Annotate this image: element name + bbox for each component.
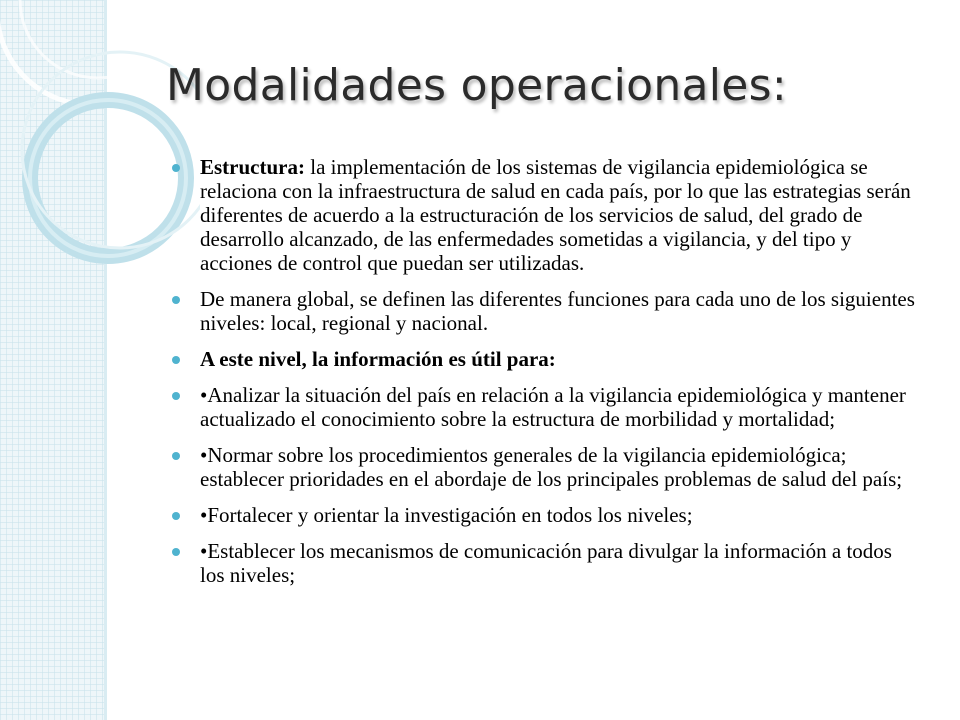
bullet-text: la implementación de los sistemas de vigilancia epidemiológica se relaciona con la infraestructura de salud en cada país, por lo que las estrategias serán diferentes de acuerdo a la estructuración de los servicios de salud, del grado de desarrollo alcanzado, de las enfermedades sometidas a vigilancia, y del tipo y acciones de control que puedan ser utilizadas. [200, 155, 911, 275]
bullet-text: •Fortalecer y orientar la investigación en todos los niveles; [200, 503, 693, 527]
bullet-list [170, 155, 920, 599]
bullet-item [170, 383, 920, 431]
bullet-item [170, 503, 920, 527]
bullet-dot-icon [172, 548, 180, 556]
bullet-dot-icon [172, 392, 180, 400]
bullet-text: •Establecer los mecanismos de comunicación para divulgar la información a todos los niveles; [200, 539, 892, 587]
bullet-item [170, 155, 920, 275]
slide-title: Modalidades operacionales: [166, 60, 788, 111]
bullet-dot-icon [172, 296, 180, 304]
bullet-text: •Normar sobre los procedimientos generales de la vigilancia epidemiológica; establecer prioridades en el abordaje de los principales problemas de salud del país; [200, 443, 903, 491]
bullet-dot-icon [172, 512, 180, 520]
bullet-lead: A este nivel, la información es útil para: [200, 347, 556, 371]
bullet-dot-icon [172, 452, 180, 460]
bullet-dot-icon [172, 164, 180, 172]
bullet-dot-icon [172, 356, 180, 364]
bullet-text: •Analizar la situación del país en relación a la vigilancia epidemiológica y mantener actualizado el conocimiento sobre la estructura de morbilidad y mortalidad; [200, 383, 906, 431]
bullet-item [170, 443, 920, 491]
bullet-lead: Estructura: [200, 155, 305, 179]
bullet-item [170, 347, 920, 371]
bullet-item [170, 539, 920, 587]
bullet-text: De manera global, se definen las diferentes funciones para cada uno de los siguientes niveles: local, regional y nacional. [200, 287, 915, 335]
bullet-item [170, 287, 920, 335]
